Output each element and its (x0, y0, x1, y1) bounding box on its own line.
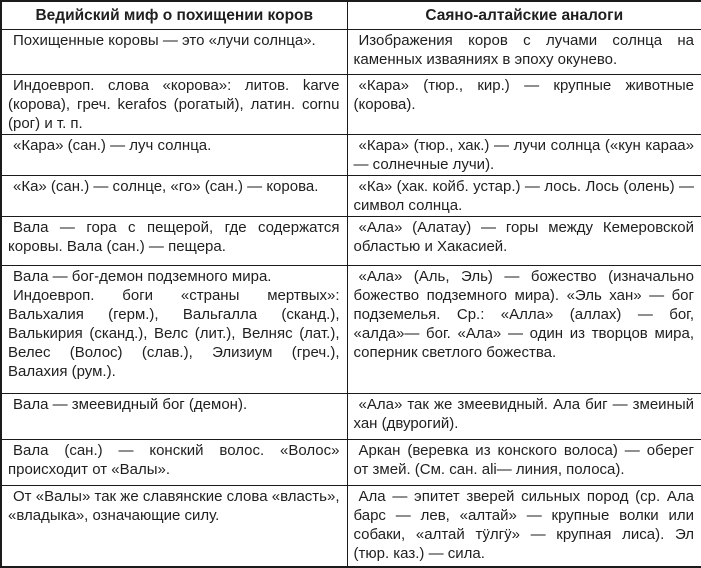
table-row-6 (1, 265, 701, 393)
cell-vedic-4 (1, 175, 347, 216)
cell-vedic-6 (1, 265, 347, 393)
cell-text: Вала — бог-демон подземного мира. (13, 267, 272, 285)
cell-text: Вала — змеевидный бог (демон). (13, 395, 248, 413)
cell-text: «Кара» (тюр., хак.) — лучи солнца («кун караа» — солнечные лучи). (353, 136, 694, 173)
cell-vedic-5 (1, 216, 347, 265)
cell-text: Похищенные коровы — это «лучи солнца». (13, 31, 316, 49)
cell-vedic-8 (1, 439, 347, 485)
cell-vedic-2 (1, 74, 347, 134)
cell-text: Ала — эпитет зверей сильных пород (ср. Ала барс — лев, «алтай» — крупные волки или собаки, «алтай тӱлгӱ» — крупная лиса). Эл (тюр. каз.) — сила. (353, 487, 694, 562)
cell-text: «Ала» (Алатау) — горы между Кемеровской областью и Хакасией. (353, 218, 694, 255)
cell-text: Аркан (веревка из конского волоса) — оберег от змей. (См. сан. ali— линия, полоса). (353, 441, 694, 478)
cell-text: Изображения коров с лучами солнца на каменных изваяниях в эпоху окунево. (353, 31, 694, 68)
table-row-8 (1, 439, 701, 485)
cell-text: От «Валы» так же славянские слова «власть», «владыка», означающие силу. (8, 487, 340, 524)
table-row-1 (1, 29, 701, 74)
table-body (1, 29, 701, 567)
table-row-4 (1, 175, 701, 216)
cell-text: «Ка» (сан.) — солнце, «го» (сан.) — корова. (13, 177, 319, 195)
cell-text: «Кара» (тюр., кир.) — крупные животные (корова). (353, 76, 694, 113)
cell-text: Индоевроп. боги «страны мертвых»: Вальхалия (герм.), Вальгалла (сканд.), Валькирия (сканд.), Велс (лит.), Велняс (лат.), Велес (Волос) (слав.), Элизиум (греч.), Валахия (рум.). (8, 286, 340, 380)
cell-altai-9 (347, 485, 701, 567)
cell-altai-5 (347, 216, 701, 265)
column-header-sayan-altai: Саяно-алтайские аналоги (347, 1, 701, 29)
cell-vedic-9 (1, 485, 347, 567)
cell-vedic-1 (1, 29, 347, 74)
cell-altai-1 (347, 29, 701, 74)
cell-vedic-3 (1, 134, 347, 175)
table-row-5 (1, 216, 701, 265)
cell-text: «Ала» так же змеевидный. Ала биг — змеиный хан (двурогий). (353, 395, 694, 432)
cell-text: «Ка» (хак. койб. устар.) — лось. Лось (олень) — символ солнца. (353, 177, 694, 214)
cell-altai-2 (347, 74, 701, 134)
table-row-3 (1, 134, 701, 175)
cell-text: «Кара» (сан.) — луч солнца. (13, 136, 212, 154)
table-header (1, 1, 701, 29)
cell-altai-6 (347, 265, 701, 393)
table-row-9 (1, 485, 701, 567)
cell-vedic-7 (1, 393, 347, 439)
cell-altai-4 (347, 175, 701, 216)
cell-altai-3 (347, 134, 701, 175)
table-header-row (1, 1, 701, 29)
cell-altai-8 (347, 439, 701, 485)
cell-text: Вала (сан.) — конский волос. «Волос» происходит от «Валы». (8, 441, 340, 478)
cell-text: Индоевроп. слова «корова»: литов. karve (корова), греч. kerafos (рогатый), латин. cornu (рог) и т. п. (8, 76, 340, 132)
cell-altai-7 (347, 393, 701, 439)
cell-text: «Ала» (Аль, Эль) — божество (изначально божество подземного мира). «Эль хан» — бог подземелья. Ср.: «Алла» (аллах) — бог, «алда»— бог. «Ала» — один из творцов мира, соперник светлого божества. (353, 267, 694, 361)
column-header-vedic-myth: Ведийский миф о похищении коров (1, 1, 347, 29)
cell-text: Вала — гора с пещерой, где содержатся коровы. Вала (сан.) — пещера. (8, 218, 340, 255)
table-row-7 (1, 393, 701, 439)
table-row-2 (1, 74, 701, 134)
